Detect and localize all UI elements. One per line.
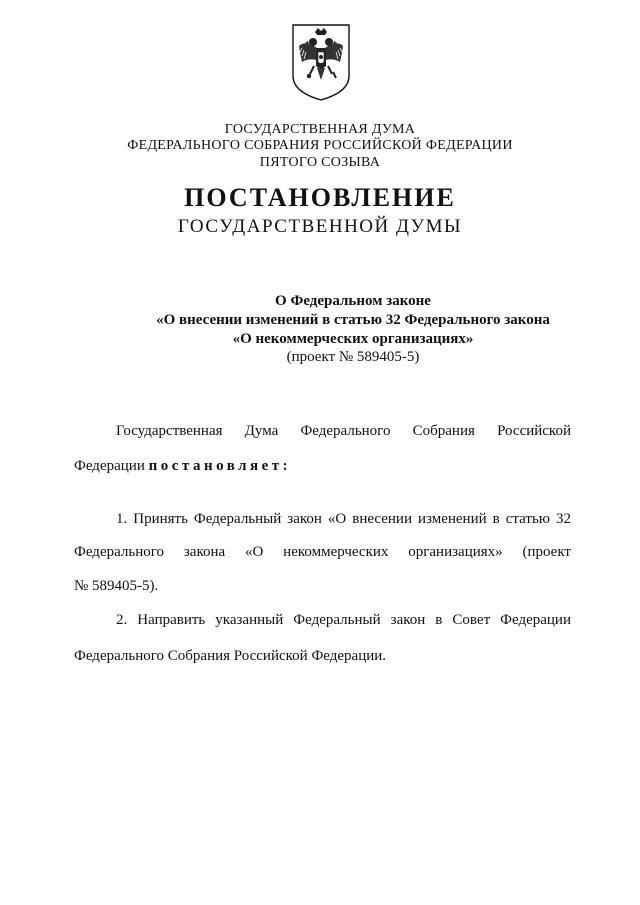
- subject-line-2: «О внесении изменений в статью 32 Федерального закона: [156, 312, 550, 328]
- resolves-keyword: постановляет:: [148, 458, 292, 474]
- coat-of-arms-emblem: [290, 22, 352, 102]
- resolution-preamble-line-1: Государственная Дума Федерального Собрания Российской: [116, 423, 571, 439]
- header-line-convocation: ПЯТОГО СОЗЫВА: [259, 155, 381, 170]
- clause-2-line-2: Федерального Собрания Российской Федерации.: [74, 648, 387, 664]
- document-type-title: ПОСТАНОВЛЕНИЕ: [184, 183, 456, 212]
- preamble-subject: Федерации: [74, 458, 149, 474]
- clause-1-line-1: 1. Принять Федеральный закон «О внесении изменений в статью 32: [116, 511, 571, 527]
- document-type-subtitle: ГОСУДАРСТВЕННОЙ ДУМЫ: [177, 216, 463, 237]
- clause-1-line-2: Федерального закона «О некоммерческих организациях» (проект: [74, 544, 571, 560]
- clause-1-line-3: № 589405-5).: [74, 578, 159, 594]
- resolution-preamble-line-2: [74, 457, 291, 475]
- header-line-duma: ГОСУДАРСТВЕННАЯ ДУМА: [224, 122, 416, 137]
- subject-line-3: «О некоммерческих организациях»: [232, 331, 474, 347]
- project-number: (проект № 589405-5): [286, 349, 420, 365]
- clause-2-line-1: 2. Направить указанный Федеральный закон в Совет Федерации: [116, 612, 571, 628]
- header-line-assembly: ФЕДЕРАЛЬНОГО СОБРАНИЯ РОССИЙСКОЙ ФЕДЕРАЦИИ: [127, 138, 513, 153]
- subject-line-1: О Федеральном законе: [275, 293, 431, 309]
